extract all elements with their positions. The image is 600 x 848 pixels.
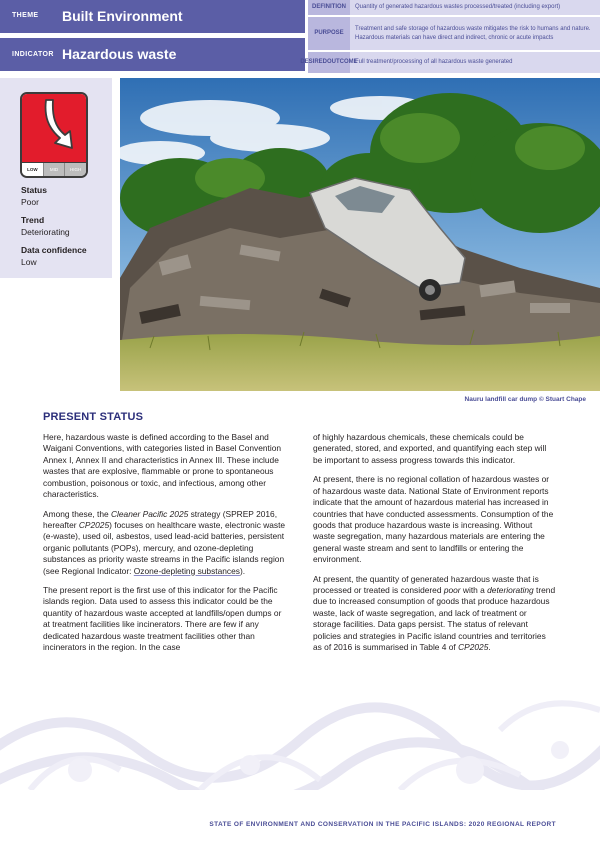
purpose-row <box>308 17 600 50</box>
p2-text-a: Among these, the <box>43 508 111 519</box>
paragraph-4: of highly hazardous chemicals, these chemicals could be generated, stored, and exported, and quantifying each step will be important to assess progress towards this indicator. <box>313 432 547 465</box>
gauge-scale <box>22 162 86 176</box>
p6-text-b: with a <box>460 585 488 596</box>
p6-text-a: At present, the quantity of generated hazardous waste that is processed or treated is considered <box>313 573 539 596</box>
trend-value: Deteriorating <box>21 227 70 237</box>
trend-label: Trend <box>21 215 45 225</box>
car-dump-illustration <box>120 78 600 391</box>
purpose-label: PURPOSE <box>308 17 350 50</box>
status-label: Status <box>21 185 47 195</box>
p6-emphasis-deteriorating: deteriorating <box>487 585 534 596</box>
p2-text-c: ) focuses on healthcare waste, electronic waste (e-waste), used oil, asbestos, used lead-acid batteries, persistent organic pollutants (POPs), mercury, and ozone-depleting substances as priority waste streams in the Pacific islands region (see Regional Indicator: <box>43 519 286 576</box>
decorative-pattern <box>0 670 600 790</box>
page-footer <box>0 790 600 848</box>
confidence-label: Data confidence <box>21 245 87 255</box>
gauge-red-panel <box>22 94 86 162</box>
definition-row <box>308 0 600 15</box>
landfill-photo <box>120 78 600 391</box>
confidence-block <box>21 245 87 267</box>
paragraph-2 <box>43 509 286 578</box>
p6-emphasis-cp2025: CP2025 <box>458 642 489 653</box>
theme-value: Built Environment <box>62 8 183 24</box>
paragraph-3: The present report is the first use of this indicator for the Pacific islands region. Data used to assess this indicator could be the quantity of hazardous waste accepted at landfills/open dumps or at treatment facilities like incinerators. There are few if any dedicated hazardous waste treatment facilities other than incinerators in the region. In the case <box>43 585 282 653</box>
p6-emphasis-poor: poor <box>443 585 461 596</box>
p6-text-d: . <box>488 642 491 653</box>
theme-label: THEME <box>12 12 39 19</box>
p2-text-b: strategy (SPREP 2016, hereafter <box>43 508 278 530</box>
status-value: Poor <box>21 197 39 207</box>
confidence-value: Low <box>21 257 37 267</box>
footer-report-title: STATE OF ENVIRONMENT AND CONSERVATION IN THE PACIFIC ISLANDS: 2020 REGIONAL REPORT <box>209 821 556 828</box>
p6-text-c: trend due to increased consumption of goods that produce hazardous waste, lack of waste segregation, and lack of treatment or storage facilities. Data gaps persist. The status of relevant policies and strategies in Pacific island countries and territories as of 2016 is summarised in Table 4 of <box>313 585 556 653</box>
purpose-text: Treatment and safe storage of hazardous waste mitigates the risk to humans and nature. Hazardous materials can have direct and indirect, chronic or acute impacts <box>355 26 591 41</box>
down-arrow-icon <box>22 94 86 162</box>
photo-caption: Nauru landfill car dump © Stuart Chape <box>464 396 586 403</box>
ozone-indicator-link[interactable]: Ozone-depleting substances <box>133 565 240 576</box>
outcome-row <box>300 52 600 73</box>
column-right <box>313 432 556 662</box>
wave-pattern-graphic <box>0 670 600 790</box>
p2-emphasis-cp2025: CP2025 <box>78 519 110 530</box>
paragraph-1: Here, hazardous waste is defined according to the Basel and Waigani Conventions, with categories listed in Basel Convention Annex I, Annex II and characteristics in Annex III. These include wastes that are explosive, flammable or prone to spontaneous combustion, poisonous or toxic, and infectious, among other characteristics. <box>43 432 282 500</box>
indicator-label: INDICATOR <box>12 51 54 58</box>
indicator-value: Hazardous waste <box>62 46 177 62</box>
gauge-low: LOW <box>22 163 44 176</box>
status-gauge <box>20 92 88 178</box>
section-title: PRESENT STATUS <box>43 411 144 423</box>
trend-block <box>21 215 70 237</box>
paragraph-6 <box>313 574 556 654</box>
outcome-label-line-1: DESIRED <box>300 59 327 66</box>
p2-emphasis-cp: Cleaner Pacific 2025 <box>110 508 189 519</box>
status-block <box>21 185 47 207</box>
definition-text: Quantity of generated hazardous wastes processed/treated (including export) <box>355 4 561 11</box>
gauge-high: HIGH <box>65 163 86 176</box>
theme-bar <box>0 0 305 33</box>
outcome-text: Full treatment/processing of all hazardous waste generated <box>355 59 513 66</box>
gauge-mid: MID <box>44 163 66 176</box>
p2-text-d: ). <box>239 565 246 576</box>
outcome-label-line-2: OUTCOME <box>327 59 358 66</box>
definition-table <box>300 0 600 75</box>
column-left <box>43 432 286 662</box>
status-sidebar <box>0 78 112 278</box>
paragraph-5: At present, there is no regional collation of hazardous wastes or of hazardous waste data. National State of Environment reports indicate that the amount of hazardous material has increased in countries that have conducted assessments. Consumption of the goods that produce hazardous waste is increasing. Without waste segregation, many hazardous materials are entering the general waste stream and sent to landfills or entering the environment. <box>313 474 554 565</box>
outcome-label <box>300 52 358 73</box>
definition-label: DEFINITION <box>308 0 350 15</box>
indicator-bar <box>0 38 305 71</box>
